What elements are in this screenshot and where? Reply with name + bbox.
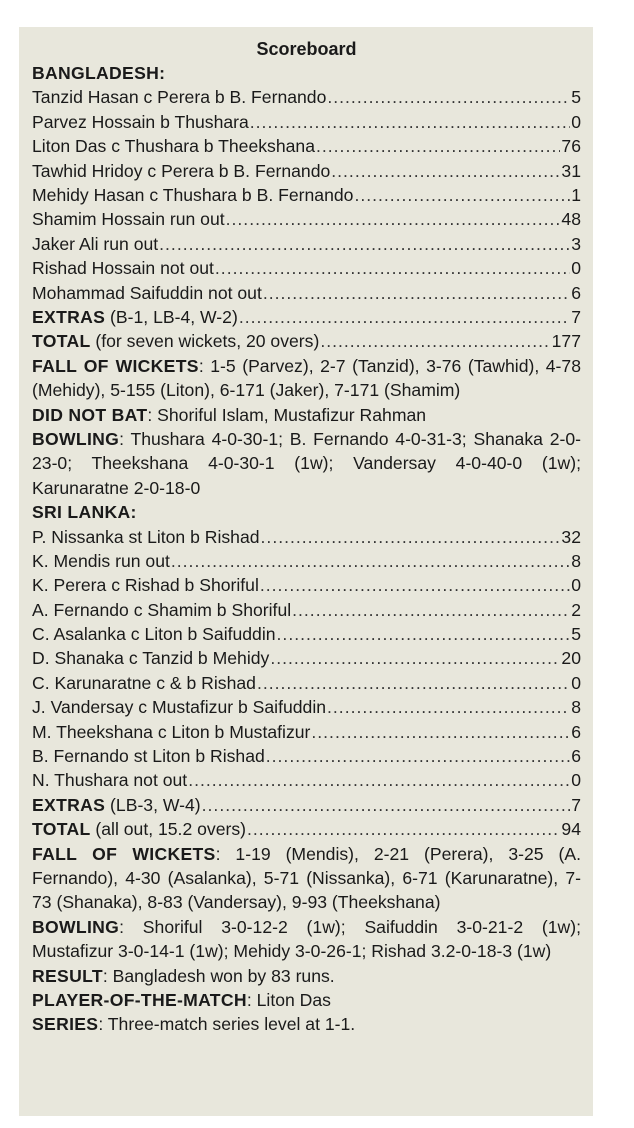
leader-dots <box>292 598 570 622</box>
extras-detail: (B-1, LB-4, W-2) <box>105 306 238 327</box>
fow-text: : 1-19 (Mendis), 2-21 (Perera), 3-25 (A. Fernando), 4-30 (Asalanka), 5-71 (Nissanka), 6-71 (Karunaratne), 7-73 (Shanaka), 8-83 (Vandersay), 9-93 (Theekshana) <box>32 843 581 913</box>
batsman-dismissal: D. Shanaka c Tanzid b Mehidy <box>32 648 270 669</box>
leader-dots <box>247 817 560 841</box>
leader-dots <box>277 622 571 646</box>
series-label: SERIES <box>32 1014 99 1035</box>
batsman-dismissal: Mehidy Hasan c Thushara b B. Fernando <box>32 184 354 205</box>
leader-dots <box>250 110 570 134</box>
batting-row <box>32 525 581 549</box>
batting-row <box>32 744 581 768</box>
batsman-runs: 20 <box>561 648 581 669</box>
batsman-dismissal: P. Nissanka st Liton b Rishad <box>32 526 260 547</box>
batsman-runs: 48 <box>561 209 581 230</box>
leader-dots <box>226 207 561 231</box>
fall-of-wickets-srilanka <box>32 842 581 915</box>
batsman-runs: 32 <box>561 526 581 547</box>
series-line <box>32 1012 581 1036</box>
batsman-dismissal: Rishad Hossain not out <box>32 258 214 279</box>
leader-dots <box>239 305 570 329</box>
bowling-text: : Shoriful 3-0-12-2 (1w); Saifuddin 3-0-21-2 (1w); Mustafizur 3-0-14-1 (1w); Mehidy 3-0-26-1; Rishad 3.2-0-18-3 (1w) <box>32 916 581 962</box>
leader-dots <box>263 281 570 305</box>
batsman-dismissal: Mohammad Saifuddin not out <box>32 282 262 303</box>
total-detail: (for seven wickets, 20 overs) <box>90 331 320 352</box>
batsman-dismissal: Tawhid Hridoy c Perera b B. Fernando <box>32 160 331 181</box>
fow-text: : 1-5 (Parvez), 2-7 (Tanzid), 3-76 (Tawhid), 4-78 (Mehidy), 5-155 (Liton), 6-171 (Jaker), 7-171 (Shamim) <box>32 355 581 401</box>
batting-row <box>32 281 581 305</box>
batsman-runs: 2 <box>571 599 581 620</box>
batsman-runs: 0 <box>571 258 581 279</box>
batting-row <box>32 110 581 134</box>
batting-row <box>32 671 581 695</box>
fow-label: FALL OF WICKETS <box>32 843 216 864</box>
leader-dots <box>261 525 561 549</box>
batsman-runs: 5 <box>571 624 581 645</box>
extras-row-srilanka <box>32 793 581 817</box>
batsman-dismissal: B. Fernando st Liton b Rishad <box>32 746 265 767</box>
batsman-runs: 6 <box>571 282 581 303</box>
leader-dots <box>327 695 570 719</box>
leader-dots <box>257 671 570 695</box>
leader-dots <box>159 232 570 256</box>
batsman-dismissal: Parvez Hossain b Thushara <box>32 111 249 132</box>
leader-dots <box>202 793 571 817</box>
batsman-runs: 6 <box>571 721 581 742</box>
extras-detail: (LB-3, W-4) <box>105 794 201 815</box>
player-of-the-match-line <box>32 988 581 1012</box>
leader-dots <box>320 329 550 353</box>
total-value: 94 <box>561 819 581 840</box>
leader-dots <box>331 159 560 183</box>
batsman-runs: 8 <box>571 697 581 718</box>
scoreboard-title: Scoreboard <box>256 39 357 59</box>
batsman-dismissal: M. Theekshana c Liton b Mustafizur <box>32 721 311 742</box>
batting-row <box>32 573 581 597</box>
batsman-runs: 3 <box>571 233 581 254</box>
batsman-runs: 0 <box>571 575 581 596</box>
leader-dots <box>354 183 570 207</box>
batting-row <box>32 159 581 183</box>
total-value: 177 <box>551 331 581 352</box>
batting-row <box>32 183 581 207</box>
batting-row <box>32 720 581 744</box>
leader-dots <box>316 134 560 158</box>
batsman-runs: 31 <box>561 160 581 181</box>
batting-row <box>32 256 581 280</box>
batsman-runs: 0 <box>571 672 581 693</box>
did-not-bat-bangladesh <box>32 403 581 427</box>
batting-row <box>32 207 581 231</box>
bowling-text: : Thushara 4-0-30-1; B. Fernando 4-0-31-3; Shanaka 2-0-23-0; Theekshana 4-0-30-1 (1w); Vandersay 4-0-40-0 (1w); Karunaratne 2-0-18-0 <box>32 428 581 498</box>
batsman-runs: 76 <box>561 136 581 157</box>
total-label: TOTAL <box>32 819 91 840</box>
bowling-label: BOWLING <box>32 916 120 937</box>
total-detail: (all out, 15.2 overs) <box>90 819 246 840</box>
extras-label: EXTRAS <box>32 794 106 815</box>
series-text: : Three-match series level at 1-1. <box>98 1014 356 1035</box>
batsman-runs: 1 <box>571 184 581 205</box>
batting-row <box>32 85 581 109</box>
batting-row <box>32 768 581 792</box>
fall-of-wickets-bangladesh <box>32 354 581 403</box>
dnb-text: : Shoriful Islam, Mustafizur Rahman <box>147 404 427 425</box>
batting-row <box>32 598 581 622</box>
batting-row <box>32 549 581 573</box>
batsman-dismissal: C. Asalanka c Liton b Saifuddin <box>32 624 276 645</box>
extras-value: 7 <box>571 306 581 327</box>
result-text: : Bangladesh won by 83 runs. <box>102 965 335 986</box>
leader-dots <box>215 256 570 280</box>
batsman-dismissal: J. Vandersay c Mustafizur b Saifuddin <box>32 697 327 718</box>
leader-dots <box>171 549 570 573</box>
potm-label: PLAYER-OF-THE-MATCH <box>32 990 247 1011</box>
batsman-runs: 0 <box>571 111 581 132</box>
batsman-runs: 8 <box>571 550 581 571</box>
batsman-runs: 6 <box>571 746 581 767</box>
batsman-dismissal: A. Fernando c Shamim b Shoriful <box>32 599 292 620</box>
batsman-dismissal: Shamim Hossain run out <box>32 209 225 230</box>
potm-text: : Liton Das <box>246 990 331 1011</box>
result-line <box>32 964 581 988</box>
extras-row-bangladesh <box>32 305 581 329</box>
scoreboard-card <box>19 27 593 1116</box>
dnb-label: DID NOT BAT <box>32 404 148 425</box>
leader-dots <box>260 573 570 597</box>
batting-row <box>32 622 581 646</box>
leader-dots <box>188 768 570 792</box>
leader-dots <box>266 744 570 768</box>
batsman-dismissal: C. Karunaratne c & b Rishad <box>32 672 256 693</box>
bowling-label: BOWLING <box>32 428 120 449</box>
batsman-dismissal: K. Perera c Rishad b Shoriful <box>32 575 259 596</box>
batting-row <box>32 232 581 256</box>
extras-value: 7 <box>571 794 581 815</box>
batsman-dismissal: Jaker Ali run out <box>32 233 159 254</box>
batsman-runs: 5 <box>571 87 581 108</box>
batting-row <box>32 646 581 670</box>
result-label: RESULT <box>32 965 103 986</box>
batsman-runs: 0 <box>571 770 581 791</box>
batting-list-bangladesh <box>32 85 581 305</box>
total-row-srilanka <box>32 817 581 841</box>
batsman-dismissal: N. Thushara not out <box>32 770 188 791</box>
bowling-srilanka <box>32 915 581 964</box>
team-heading-srilanka: SRI LANKA: <box>32 502 137 523</box>
leader-dots <box>311 720 570 744</box>
leader-dots <box>270 646 560 670</box>
batsman-dismissal: Tanzid Hasan c Perera b B. Fernando <box>32 87 327 108</box>
extras-label: EXTRAS <box>32 306 106 327</box>
bowling-bangladesh <box>32 427 581 500</box>
total-label: TOTAL <box>32 331 91 352</box>
batting-row <box>32 134 581 158</box>
total-row-bangladesh <box>32 329 581 353</box>
batsman-dismissal: K. Mendis run out <box>32 550 170 571</box>
team-heading-bangladesh: BANGLADESH: <box>32 63 166 83</box>
fow-label: FALL OF WICKETS <box>32 355 199 376</box>
batting-list-srilanka <box>32 525 581 793</box>
batsman-dismissal: Liton Das c Thushara b Theekshana <box>32 136 315 157</box>
leader-dots <box>327 85 570 109</box>
batting-row <box>32 695 581 719</box>
